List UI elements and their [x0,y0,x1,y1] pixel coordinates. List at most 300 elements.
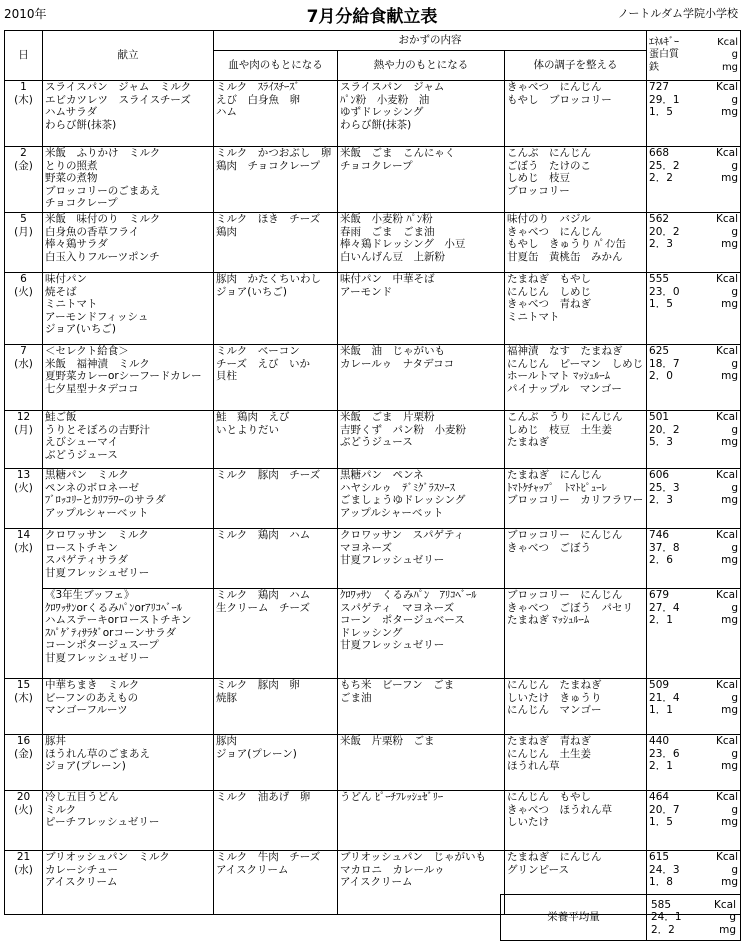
menu-cell-line: ピーチフレッシュゼリー [45,816,160,828]
nutrition-protein: 21．4 g [649,691,739,704]
nutrition-iron: 1．8 mg [649,876,739,888]
yellow-cell-line: もち米 ビーフン ごま [340,679,455,691]
menu-cell [43,851,214,915]
green-cell-line: ブロッコリー にんじん [507,529,623,541]
table-row [5,411,741,469]
day-number: 1 [20,81,27,93]
green-cell-line: きゃべつ にんじん [507,225,602,238]
menu-cell-line: わらび餅(抹茶) [45,118,117,131]
yellow-cell-line: クロワッサン スパゲティ [340,529,465,541]
red-cell-line: ミルク かつおぶし 卵 [216,147,332,159]
red-cell [214,791,338,851]
yellow-cell-line: 黒糖パン ペンネ [340,469,424,481]
green-cell-line: ブロッコリー カリフラワー [507,494,644,506]
table-row [5,529,741,589]
red-cell-line: ジョア(いちご) [216,285,287,298]
nutrition-cell [647,735,741,791]
green-cell-line: きゃべつ ごぼう [507,541,591,554]
green-cell [505,529,647,589]
yellow-cell-line: ドレッシング [340,626,403,639]
day-number: 21 [16,851,31,863]
header-red: 血や肉のもとになる [214,51,338,81]
nutrition-cell [647,791,741,851]
average-values: 585 Kcal 24．1 g 2．2 mg [647,895,741,941]
menu-cell-line: ミニトマト [45,298,98,310]
nutrition-energy: 509 Kcal [649,679,739,691]
table-row [5,469,741,529]
day-number: 5 [20,213,27,225]
yellow-cell-line: 米飯 小麦粉 ﾊﾟﾝ粉 [340,213,433,225]
table-row [5,791,741,851]
menu-cell-line: ブロッコリーのごまあえ [45,184,161,197]
yellow-cell [338,735,505,791]
nutrition-iron: 2．3 mg [649,238,739,250]
green-cell-line: ミニトマト [507,310,560,323]
red-cell-line: ハム [216,106,237,118]
green-cell-line: にんじん しめじ [507,285,591,298]
menu-cell-line: マンゴーフルーツ [45,704,128,716]
nutrition-energy: 615 Kcal [649,851,739,863]
green-cell-line: ごぼう たけのこ [507,159,591,172]
red-cell [214,273,338,345]
green-cell [505,345,647,411]
day-cell [5,851,43,915]
day-number: 7 [20,345,27,357]
nutrition-iron: 5．3 mg [649,436,739,448]
weekday: (月) [14,225,33,238]
nutrition-iron: 2．6 mg [649,554,739,566]
yellow-cell-line: ゆずドレッシング [340,106,424,118]
menu-cell-line: 野菜の煮物 [45,172,98,184]
red-cell [214,411,338,469]
menu-cell-line: 白玉入りフルーツポンチ [45,250,160,263]
green-cell [505,81,647,147]
day-cell [5,791,43,851]
menu-cell-line: 冷し五目うどん [45,791,119,803]
yellow-cell [338,469,505,529]
nutrition-protein: 29．1 g [649,93,739,106]
menu-cell-line: 黒糖パン ミルク [45,469,129,481]
red-cell-line: ミルク 豚肉 チーズ [216,469,321,481]
menu-cell-line: チョコクレープ [45,197,118,209]
menu-cell-line: アップルシャーベット [45,506,149,519]
day-number: 12 [16,411,31,423]
menu-cell-line: 甘夏フレッシュゼリー [45,566,150,579]
header-group: おかずの内容 [214,31,647,51]
menu-cell-line: ＜セレクト給食＞ [45,345,129,357]
menu-cell-line: 白身魚の香草フライ [45,225,140,238]
nutrition-cell [647,469,741,529]
day-cell [5,529,43,679]
red-cell-line: 焼豚 [216,691,237,704]
red-cell-line: ミルク ｽﾗｲｽﾁｰｽﾞ [216,81,300,93]
yellow-cell-line: ﾊﾟﾝ粉 小麦粉 油 [340,93,430,106]
yellow-cell [338,679,505,735]
yellow-cell-line: スパゲティ マヨネーズ [340,601,455,614]
menu-cell-line: アイスクリーム [45,876,118,888]
menu-cell [43,345,214,411]
red-cell [214,735,338,791]
yellow-cell-line: 甘夏フレッシュゼリー [340,639,445,651]
yellow-cell [338,589,505,679]
day-cell [5,469,43,529]
yellow-cell-line: スライスパン ジャム [340,81,445,93]
green-cell-line: しいたけ きゅうり [507,691,602,704]
yellow-cell-line: 吉野くず パン粉 小麦粉 [340,423,466,436]
nutrition-iron: 2．0 mg [649,370,739,382]
menu-cell-line: ｽﾊﾟｹﾞﾃｨｻﾗﾀﾞorコーンサラダ [45,626,177,639]
red-cell-line: ミルク 油あげ 卵 [216,791,311,803]
yellow-cell-line: わらび餅(抹茶) [340,118,412,131]
yellow-cell-line: マヨネーズ [340,541,392,554]
green-cell-line: きゃべつ ごぼう パセリ [507,601,633,614]
menu-cell-line: 米飯 福神漬 ミルク [45,357,150,370]
red-cell [214,213,338,273]
weekday: (木) [14,691,33,704]
green-cell [505,589,647,679]
day-cell [5,345,43,411]
green-cell-line: しめじ 枝豆 [507,172,570,184]
red-cell [214,589,338,679]
menu-cell-line: 中華ちまき ミルク [45,679,140,691]
green-cell-line: ﾄﾏﾄｹﾁｬｯﾌﾟ ﾄﾏﾄﾋﾟｭｰﾚ [507,481,607,494]
table-row [5,147,741,213]
nutrition-iron: 1．5 mg [649,106,739,118]
green-cell-line: にんじん 土生姜 [507,747,591,760]
menu-cell [43,679,214,735]
nutrition-energy: 625 Kcal [649,345,739,357]
menu-cell-line: うりとそぼろの吉野汁 [45,423,150,436]
nutrition-protein: 20．2 g [649,225,739,238]
header-green: 体の調子を整える [505,51,647,81]
nutrition-energy: 668 Kcal [649,147,739,159]
red-cell-line: ミルク ほき チーズ [216,213,321,225]
page-title: 7月分給食献立表 [306,7,438,27]
red-cell-line: 生クリーム チーズ [216,601,310,614]
nutrition-protein: 25．2 g [649,159,739,172]
menu-cell-line: とりの照煮 [45,159,98,172]
table-row [5,273,741,345]
red-cell-line: 豚肉 [216,735,237,747]
green-cell-line: にんじん マンゴー [507,704,602,716]
yellow-cell [338,147,505,213]
nutrition-iron: 2．1 mg [649,760,739,772]
menu-cell [43,589,214,679]
menu-cell-line: 米飯 ふりかけ ミルク [45,147,161,159]
green-cell-line: パイナップル マンゴー [507,382,622,395]
nutrition-cell [647,81,741,147]
year-label: 2010年 [4,7,47,21]
green-cell-line: しいたけ [507,816,549,828]
menu-cell-line: ハムサラダ [45,106,98,118]
nutrition-energy: 555 Kcal [649,273,739,285]
red-cell [214,469,338,529]
green-cell [505,147,647,213]
menu-cell [43,273,214,345]
red-cell-line: 豚肉 かたくちいわし [216,273,321,285]
menu-cell [43,791,214,851]
yellow-cell-line: 棒々鶏ドレッシング 小豆 [340,238,466,250]
weekday: (火) [14,803,33,816]
yellow-cell-line: ｸﾛﾜｯｻﾝ くるみﾊﾟﾝ ｱﾘｺﾍﾞｰﾙ [340,589,477,601]
table-row [5,81,741,147]
menu-cell-line: ハムステーキorローストチキン [45,614,192,626]
average-label: 栄養平均量 [501,895,647,941]
yellow-cell-line: アイスクリーム [340,876,413,888]
nutrition-protein: 24．3 g [649,863,739,876]
nutrition-protein: 20．7 g [649,803,739,816]
green-cell-line: たまねぎ 青ねぎ [507,735,591,747]
nutrition-energy: 464 Kcal [649,791,739,803]
table-row [5,735,741,791]
nutrition-protein: 23．0 g [649,285,739,298]
green-cell-line: グリンピース [507,863,570,876]
menu-cell-line: 夏野菜カレーorシーフードカレー [45,370,202,382]
green-cell [505,791,647,851]
green-cell-line: たまねぎ [507,436,549,448]
red-cell [214,851,338,915]
red-cell-line: ミルク ベーコン [216,345,300,357]
green-cell-line: きゃべつ 青ねぎ [507,298,591,310]
yellow-cell-line: ブリオッシュパン じゃがいも [340,851,486,863]
table-row [5,345,741,411]
menu-cell [43,529,214,589]
yellow-cell [338,791,505,851]
green-cell-line: たまねぎ にんじん [507,469,602,481]
day-cell [5,147,43,213]
red-cell-line: ミルク 鶏肉 ハム [216,589,311,601]
yellow-cell [338,213,505,273]
yellow-cell-line: 甘夏フレッシュゼリー [340,554,445,566]
nutrition-protein: 25．3 g [649,481,739,494]
menu-cell [43,213,214,273]
weekday: (木) [14,93,33,106]
yellow-cell [338,273,505,345]
red-cell-line: ミルク 牛肉 チーズ [216,851,321,863]
nutrition-protein: 23．6 g [649,747,739,760]
nutrition-iron: 1．5 mg [649,298,739,310]
yellow-cell-line: ぶどうジュース [340,436,413,448]
yellow-cell [338,81,505,147]
yellow-cell-line: アーモンド [340,285,393,298]
red-cell-line: 鶏肉 チョコクレープ [216,159,321,172]
table-row [5,589,741,679]
red-cell-line: チーズ えび いか [216,357,310,370]
green-cell [505,469,647,529]
menu-cell-line: スパゲティサラダ [45,554,129,566]
yellow-cell-line: チョコクレープ [340,159,413,172]
green-cell-line: にんじん たまねぎ [507,679,602,691]
menu-cell-line: ローストチキン [45,541,118,554]
weekday: (水) [14,863,33,876]
day-cell [5,411,43,469]
day-cell [5,81,43,147]
red-cell [214,81,338,147]
menu-cell-line: ビーフンのあえもの [45,691,139,704]
menu-cell-line: コーンポタージュスープ [45,639,159,651]
weekday: (火) [14,285,33,298]
red-cell-line: いとよりだい [216,423,279,436]
school-name: ノートルダム学院小学校 [617,7,738,20]
day-cell [5,679,43,735]
day-number: 14 [16,529,31,541]
yellow-cell-line: 米飯 油 じゃがいも [340,345,445,357]
header-day: 日 [5,31,43,81]
day-number: 20 [16,791,31,803]
green-cell-line: しめじ 枝豆 土生姜 [507,423,612,436]
header-menu: 献立 [43,31,214,81]
menu-cell-line: カレーシチュー [45,863,118,876]
yellow-cell-line: 米飯 片栗粉 ごま [340,735,435,747]
day-cell [5,213,43,273]
red-cell [214,679,338,735]
menu-cell-line: ブリオッシュパン ミルク [45,851,170,863]
yellow-cell-line: 白いんげん豆 上新粉 [340,250,445,263]
yellow-cell-line: ハヤシルゥ ﾃﾞﾐｸﾞﾗｽｿｰｽ [340,481,455,494]
menu-cell [43,735,214,791]
menu-cell-line: アーモンドフィッシュ [45,310,149,323]
nutrition-iron: 2．1 mg [649,614,739,626]
red-cell-line: えび 白身魚 卵 [216,93,300,106]
nutrition-cell [647,411,741,469]
green-cell [505,679,647,735]
nutrition-cell [647,589,741,679]
green-cell-line: きゃべつ にんじん [507,81,602,93]
green-cell-line: 甘夏缶 黄桃缶 みかん [507,250,623,263]
menu-cell-line: 鮭ご飯 [45,411,77,423]
weekday: (月) [14,423,33,436]
weekday: (水) [14,541,33,554]
menu-cell-line: ほうれん草のごまあえ [45,747,150,760]
menu-cell-line: ジョア(いちご) [45,323,116,335]
nutrition-protein: 27．4 g [649,601,739,614]
red-cell [214,345,338,411]
menu-cell-line: ジョア(プレーン) [45,760,126,772]
yellow-cell [338,529,505,589]
green-cell-line: もやし きゅうり ﾊﾟｲﾝ缶 [507,238,626,250]
weekday: (水) [14,357,33,370]
menu-cell-line: 七夕星型ナタデココ [45,382,139,395]
green-cell-line: ほうれん草 [507,760,560,772]
green-cell-line: 福神漬 なす たまねぎ [507,345,623,357]
table-row [5,679,741,735]
menu-cell-line: 《3年生ブッフェ》 [45,589,135,601]
red-cell-line: 貝柱 [216,370,237,382]
nutrition-iron: 2．3 mg [649,494,739,506]
nutrition-energy: 440 Kcal [649,735,739,747]
menu-cell-line: 甘夏フレッシュゼリー [45,651,150,664]
yellow-cell-line: うどん ﾋﾟｰﾁﾌﾚｯｼｭｾﾞﾘｰ [340,791,444,803]
green-cell-line: ブロッコリー にんじん [507,589,623,601]
menu-table [4,30,741,915]
yellow-cell [338,851,505,915]
nutrition-cell [647,529,741,589]
nutrition-energy: 501 Kcal [649,411,739,423]
menu-cell [43,81,214,147]
menu-cell-line: スライスパン ジャム ミルク [45,81,192,93]
average-table [500,894,741,941]
green-cell-line: ブロッコリー [507,184,570,197]
nutrition-energy: 746 Kcal [649,529,739,541]
yellow-cell-line: コーン ポタージュベース [340,614,465,626]
day-cell [5,735,43,791]
nutrition-energy: 679 Kcal [649,589,739,601]
green-cell-line: にんじん ピーマン しめじ [507,357,644,370]
nutrition-energy: 562 Kcal [649,213,739,225]
menu-cell-line: えびシューマイ [45,436,119,448]
yellow-cell-line: マカロニ カレールゥ [340,863,445,876]
yellow-cell-line: 味付パン 中華そば [340,273,435,285]
yellow-cell-line: ごましょうゆドレッシング [340,494,466,506]
green-cell-line: にんじん もやし [507,791,591,803]
nutrition-cell [647,213,741,273]
red-cell-line: ジョア(プレーン) [216,747,297,760]
green-cell [505,273,647,345]
menu-cell-line: 味付パン [45,273,87,285]
nutrition-cell [647,147,741,213]
weekday: (火) [14,481,33,494]
yellow-cell [338,411,505,469]
nutrition-iron: 1．5 mg [649,816,739,828]
yellow-cell-line: 米飯 ごま こんにゃく [340,147,456,159]
weekday: (金) [14,159,33,172]
green-cell [505,213,647,273]
header-nutrition: ｴﾈﾙｷﾞｰ Kcal 蛋白質 g 鉄 mg [647,31,741,81]
header-yellow: 熱や力のもとになる [338,51,505,81]
nutrition-cell [647,679,741,735]
menu-cell-line: ミルク [45,803,77,816]
green-cell-line: もやし ブロッコリー [507,93,612,106]
day-number: 6 [20,273,27,285]
menu-cell-line: ペンネのボロネーゼ [45,481,139,494]
menu-cell-line: ﾌﾞﾛｯｺﾘｰとｶﾘﾌﾗﾜｰのサラダ [45,494,166,506]
red-cell [214,529,338,589]
yellow-cell-line: 春雨 ごま ごま油 [340,225,435,238]
yellow-cell-line: アップルシャーベット [340,506,444,519]
menu-cell-line: ぶどうジュース [45,448,118,461]
nutrition-protein: 37．8 g [649,541,739,554]
day-number: 16 [16,735,31,747]
day-number: 15 [16,679,31,691]
nutrition-energy: 727 Kcal [649,81,739,93]
menu-cell-line: 米飯 味付のり ミルク [45,213,161,225]
nutrition-iron: 1．1 mg [649,704,739,716]
menu-body [5,81,741,915]
green-cell-line: こんぶ うり にんじん [507,411,623,423]
green-cell-line: たまねぎ もやし [507,273,591,285]
nutrition-protein: 18．7 g [649,357,739,370]
menu-cell-line: ｸﾛﾜｯｻﾝorくるみﾊﾟﾝorｱﾘｺﾍﾞｰﾙ [45,601,182,614]
green-cell-line: こんぶ にんじん [507,147,591,159]
page-header [0,0,744,30]
nutrition-cell [647,345,741,411]
menu-cell-line: 焼そば [45,285,77,298]
red-cell-line: アイスクリーム [216,863,289,876]
red-cell-line: 鶏肉 [216,225,237,238]
menu-cell-line: クロワッサン ミルク [45,529,149,541]
green-cell-line: たまねぎ にんじん [507,851,602,863]
menu-cell-line: 豚丼 [45,735,66,747]
weekday: (金) [14,747,33,760]
yellow-cell [338,345,505,411]
menu-cell [43,147,214,213]
menu-cell [43,411,214,469]
day-cell [5,273,43,345]
red-cell-line: ミルク 豚肉 卵 [216,679,300,691]
red-cell-line: ミルク 鶏肉 ハム [216,529,311,541]
menu-cell-line: 棒々鶏サラダ [45,238,108,250]
day-number: 2 [20,147,27,159]
